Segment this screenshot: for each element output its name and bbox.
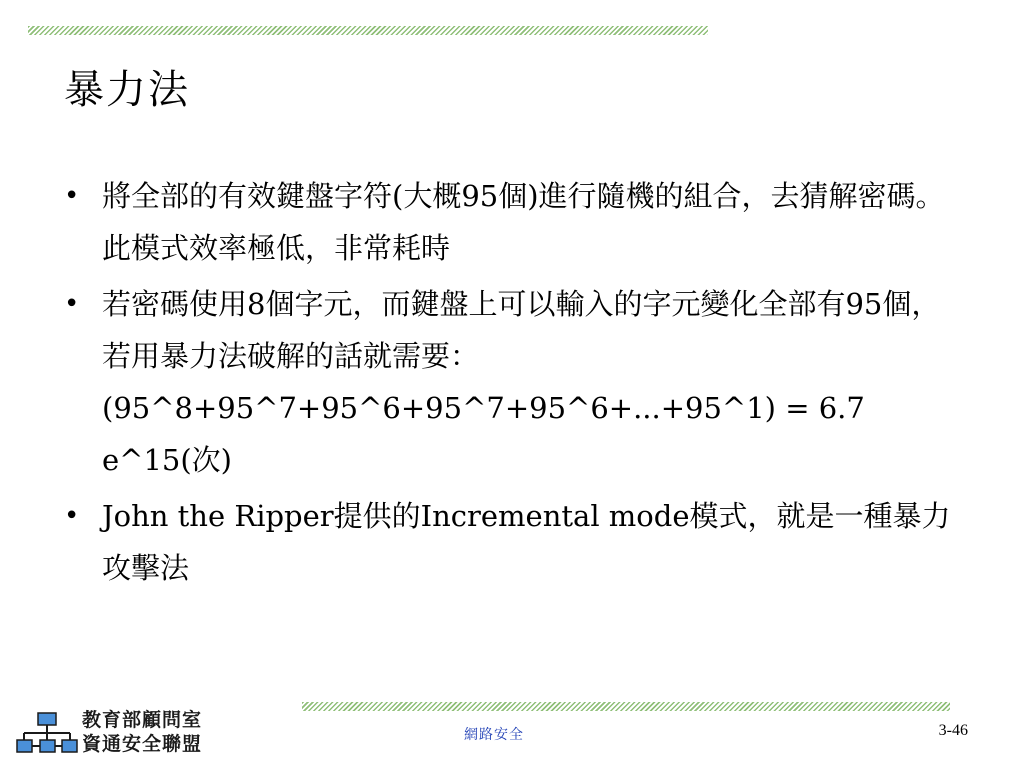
logo-text <box>82 708 202 756</box>
page-number: 3-46 <box>938 722 968 739</box>
bullet-dot-icon: • <box>64 501 80 531</box>
bullet-dot-icon: • <box>64 289 80 319</box>
bullet-text: 若密碼使用8個字元，而鍵盤上可以輸入的字元變化全部有95個，若用暴力法破解的話就需要：(95^8+95^7+95^6+95^7+95^6+...+95^1) = 6.7 e^15(次) <box>102 287 941 477</box>
bullet-text: John the Ripper提供的Incremental mode模式，就是一種暴力攻擊法 <box>102 499 951 585</box>
bullet-dot-icon: • <box>64 181 80 211</box>
bottom-decorative-stripe <box>302 702 950 711</box>
bullet-item <box>60 170 960 274</box>
network-tree-icon <box>16 712 78 756</box>
slide-title: 暴力法 <box>64 67 190 113</box>
footer-center-label: 網路安全 <box>464 727 524 743</box>
bullet-item <box>60 490 960 594</box>
footer-logo <box>16 708 216 758</box>
bullet-text: 將全部的有效鍵盤字符(大概95個)進行隨機的組合，去猜解密碼。此模式效率極低，非常耗時 <box>102 179 945 265</box>
top-decorative-stripe <box>28 26 708 35</box>
bullet-item <box>60 278 960 486</box>
logo-line-1: 教育部顧問室 <box>82 709 203 731</box>
bullet-list <box>60 170 960 598</box>
logo-line-2: 資通安全聯盟 <box>82 733 203 755</box>
